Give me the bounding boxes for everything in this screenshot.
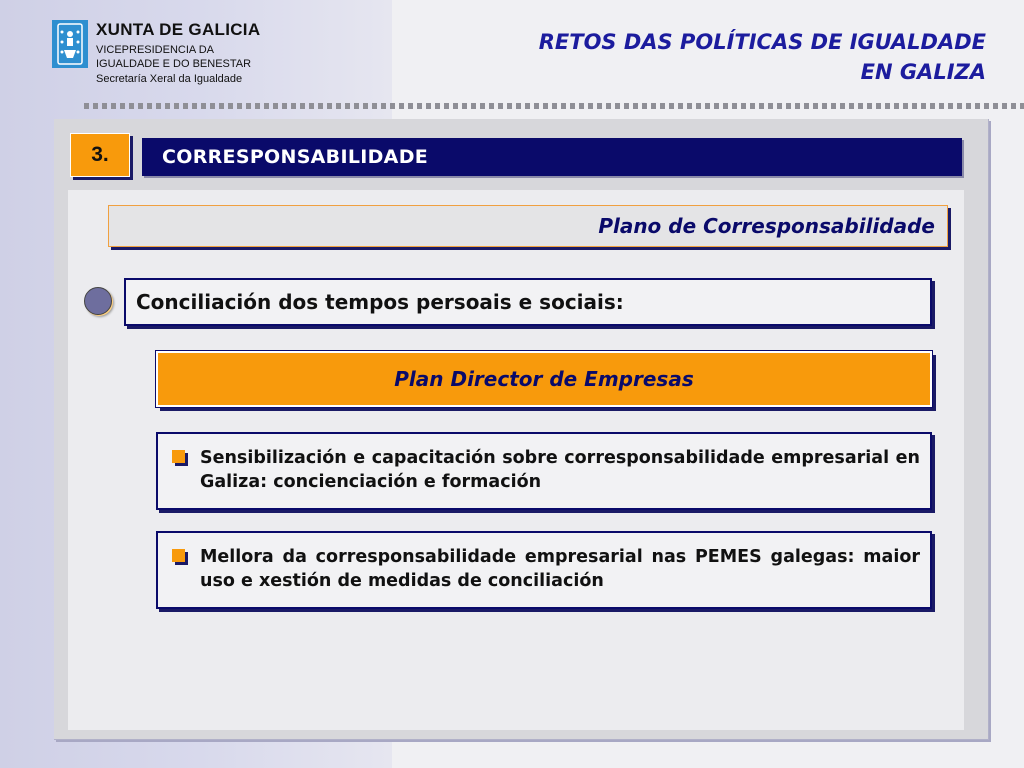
- org-line-3: Secretaría Xeral da Igualdade: [96, 73, 243, 85]
- galicia-coat-of-arms-icon: [52, 20, 88, 68]
- square-bullet-icon: [172, 549, 185, 562]
- plan-item-box: [156, 432, 932, 510]
- plan-item-text: Mellora da corresponsabilidade empresarial nas PEMES galegas: maior uso e xestión de medidas de conciliación: [200, 547, 920, 591]
- org-line-1: VICEPRESIDENCIA DA: [96, 44, 214, 56]
- section-number-badge: 3.: [70, 133, 130, 177]
- plan-item-text: Sensibilización e capacitación sobre corresponsabilidade empresarial en Galiza: concienciación e formación: [200, 448, 920, 492]
- plan-director-box: Plan Director de Empresas: [156, 351, 932, 407]
- section-title-bar: CORRESPONSABILIDADE: [142, 138, 962, 176]
- dotted-divider: [84, 103, 1024, 109]
- org-line-2: IGUALDADE E DO BENESTAR: [96, 58, 252, 70]
- subsection-title-box: Plano de Corresponsabilidade: [108, 205, 948, 247]
- slide-title-line-1: RETOS DAS POLÍTICAS DE IGUALDADE: [538, 30, 986, 54]
- conciliation-point-box: Conciliación dos tempos persoais e sociais:: [124, 278, 932, 326]
- org-name: XUNTA DE GALICIA: [96, 20, 261, 39]
- slide-title-line-2: EN GALIZA: [860, 60, 986, 84]
- circle-bullet-icon: [84, 287, 112, 315]
- plan-item-box: [156, 531, 932, 609]
- square-bullet-icon: [172, 450, 185, 463]
